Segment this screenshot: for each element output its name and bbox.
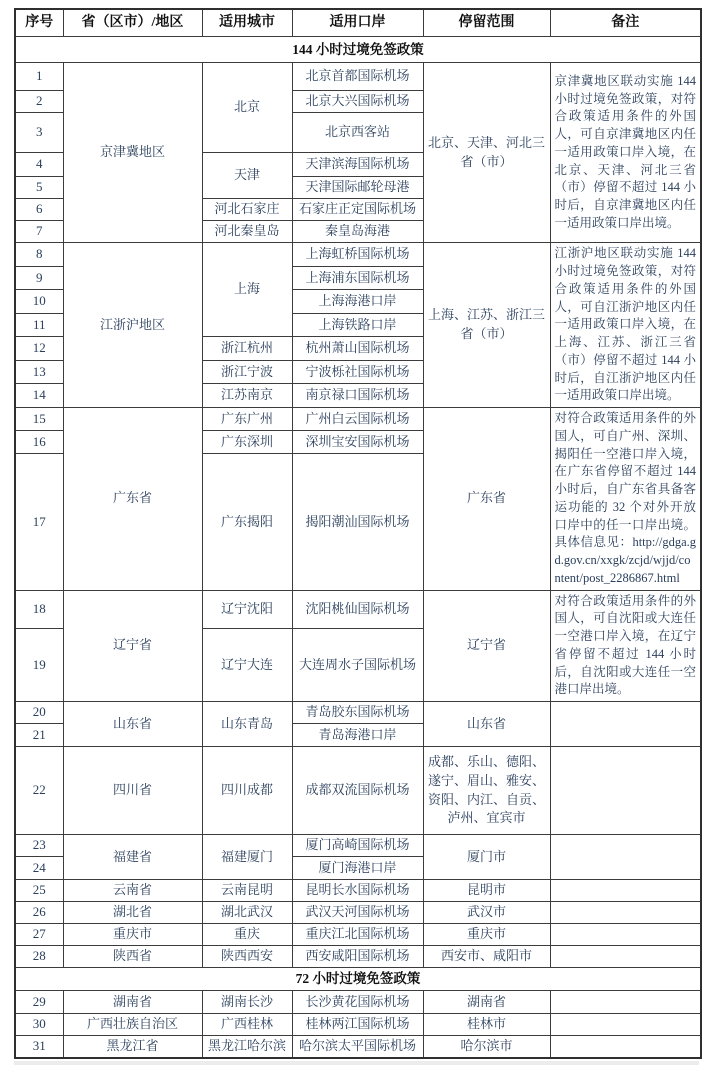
port-cell: 天津滨海国际机场 bbox=[292, 153, 423, 177]
serial-cell: 7 bbox=[15, 221, 63, 243]
remark-cell bbox=[550, 924, 701, 946]
serial-cell: 4 bbox=[15, 153, 63, 177]
port-column-header: 适用口岸 bbox=[292, 9, 423, 37]
stay-cell: 厦门市 bbox=[423, 835, 550, 880]
port-cell: 天津国际邮轮母港 bbox=[292, 177, 423, 199]
region-cell: 重庆市 bbox=[63, 924, 202, 946]
serial-cell: 12 bbox=[15, 337, 63, 361]
serial-cell: 21 bbox=[15, 724, 63, 747]
serial-cell: 2 bbox=[15, 91, 63, 113]
port-cell: 上海虹桥国际机场 bbox=[292, 243, 423, 267]
serial-cell: 1 bbox=[15, 63, 63, 91]
port-cell: 厦门海港口岸 bbox=[292, 857, 423, 880]
stay-cell: 桂林市 bbox=[423, 1014, 550, 1036]
city-cell: 北京 bbox=[202, 63, 292, 153]
city-column-header: 适用城市 bbox=[202, 9, 292, 37]
remark-cell bbox=[550, 991, 701, 1014]
city-cell: 四川成都 bbox=[202, 747, 292, 835]
port-cell: 上海浦东国际机场 bbox=[292, 266, 423, 290]
port-cell: 上海铁路口岸 bbox=[292, 313, 423, 337]
serial-cell: 11 bbox=[15, 313, 63, 337]
region-cell: 京津冀地区 bbox=[63, 63, 202, 243]
serial-cell: 13 bbox=[15, 360, 63, 384]
region-cell: 云南省 bbox=[63, 880, 202, 902]
port-cell: 青岛胶东国际机场 bbox=[292, 702, 423, 724]
port-cell: 大连周水子国际机场 bbox=[292, 628, 423, 701]
remark-cell bbox=[550, 1014, 701, 1036]
port-cell: 西安咸阳国际机场 bbox=[292, 946, 423, 968]
city-cell: 浙江杭州 bbox=[202, 337, 292, 361]
city-cell: 福建厦门 bbox=[202, 835, 292, 880]
city-cell: 广西桂林 bbox=[202, 1014, 292, 1036]
serial-cell: 19 bbox=[15, 628, 63, 701]
city-cell: 辽宁沈阳 bbox=[202, 590, 292, 628]
city-cell: 重庆 bbox=[202, 924, 292, 946]
port-cell: 石家庄正定国际机场 bbox=[292, 199, 423, 221]
city-cell: 广东揭阳 bbox=[202, 454, 292, 590]
stay-cell: 成都、乐山、德阳、遂宁、眉山、雅安、资阳、内江、自贡、泸州、宜宾市 bbox=[423, 747, 550, 835]
port-cell: 深圳宝安国际机场 bbox=[292, 431, 423, 454]
serial-cell: 24 bbox=[15, 857, 63, 880]
city-cell: 河北石家庄 bbox=[202, 199, 292, 221]
port-cell: 长沙黄花国际机场 bbox=[292, 991, 423, 1014]
region-cell: 山东省 bbox=[63, 702, 202, 747]
city-cell: 云南昆明 bbox=[202, 880, 292, 902]
region-cell: 四川省 bbox=[63, 747, 202, 835]
port-cell: 揭阳潮汕国际机场 bbox=[292, 454, 423, 590]
remark-cell bbox=[550, 1036, 701, 1058]
serial-cell: 8 bbox=[15, 243, 63, 267]
visa-policy-table bbox=[14, 8, 702, 1059]
city-cell: 浙江宁波 bbox=[202, 360, 292, 384]
port-cell: 桂林两江国际机场 bbox=[292, 1014, 423, 1036]
stay-cell: 辽宁省 bbox=[423, 590, 550, 702]
serial-cell: 20 bbox=[15, 702, 63, 724]
serial-cell: 14 bbox=[15, 384, 63, 408]
serial-cell: 6 bbox=[15, 199, 63, 221]
serial-cell: 28 bbox=[15, 946, 63, 968]
stay-cell: 湖南省 bbox=[423, 991, 550, 1014]
port-cell: 广州白云国际机场 bbox=[292, 408, 423, 431]
serial-cell: 9 bbox=[15, 266, 63, 290]
stay-column-header: 停留范围 bbox=[423, 9, 550, 37]
stay-cell: 重庆市 bbox=[423, 924, 550, 946]
city-cell: 江苏南京 bbox=[202, 384, 292, 408]
region-column-header: 省（区市）/地区 bbox=[63, 9, 202, 37]
port-cell: 南京禄口国际机场 bbox=[292, 384, 423, 408]
serial-cell: 10 bbox=[15, 290, 63, 314]
city-cell: 湖北武汉 bbox=[202, 902, 292, 924]
serial-cell: 30 bbox=[15, 1014, 63, 1036]
port-cell: 杭州萧山国际机场 bbox=[292, 337, 423, 361]
region-cell: 广西壮族自治区 bbox=[63, 1014, 202, 1036]
remark-cell: 京津冀地区联动实施 144 小时过境免签政策，对符合政策适用条件的外国人，可自京津冀地区内任一适用政策口岸入境，在北京、天津、河北三省（市）停留不超过 144 小时后，自京津冀地区内任一适用政策口岸出境。 bbox=[550, 63, 701, 243]
region-cell: 陕西省 bbox=[63, 946, 202, 968]
remark-column-header: 备注 bbox=[550, 9, 701, 37]
serial-cell: 27 bbox=[15, 924, 63, 946]
serial-cell: 22 bbox=[15, 747, 63, 835]
port-cell: 秦皇岛海港 bbox=[292, 221, 423, 243]
region-cell: 江浙沪地区 bbox=[63, 243, 202, 408]
remark-cell: 江浙沪地区联动实施 144 小时过境免签政策，对符合政策适用条件的外国人，可自江浙沪地区内任一适用政策口岸入境，在上海、江苏、浙江三省（市）停留不超过 144 小时后，自江浙沪地区内任一适用政策口岸出境。 bbox=[550, 243, 701, 408]
stay-cell: 西安市、咸阳市 bbox=[423, 946, 550, 968]
port-cell: 上海海港口岸 bbox=[292, 290, 423, 314]
serial-cell: 23 bbox=[15, 835, 63, 857]
remark-cell bbox=[550, 880, 701, 902]
region-cell: 福建省 bbox=[63, 835, 202, 880]
port-cell: 北京大兴国际机场 bbox=[292, 91, 423, 113]
serial-cell: 3 bbox=[15, 113, 63, 153]
port-cell: 哈尔滨太平国际机场 bbox=[292, 1036, 423, 1058]
city-cell: 上海 bbox=[202, 243, 292, 337]
port-cell: 宁波栎社国际机场 bbox=[292, 360, 423, 384]
remark-cell: 对符合政策适用条件的外国人，可自广州、深圳、揭阳任一空港口岸入境，在广东省停留不超过 144 小时后，自广东省具备客运功能的 32 个对外开放口岸中的任一口岸出境。具体信息见：http://gdga.gd.gov.cn/xxgk/zcjd/wjjd/content/post_2286867.html bbox=[550, 408, 701, 591]
serial-cell: 18 bbox=[15, 590, 63, 628]
region-cell: 辽宁省 bbox=[63, 590, 202, 702]
region-cell: 湖南省 bbox=[63, 991, 202, 1014]
remark-cell: 对符合政策适用条件的外国人，可自沈阳或大连任一空港口岸入境，在辽宁省停留不超过 144 小时后，自沈阳或大连任一空港口岸出境。 bbox=[550, 590, 701, 702]
section-title: 144 小时过境免签政策 bbox=[15, 37, 701, 63]
port-cell: 青岛海港口岸 bbox=[292, 724, 423, 747]
city-cell: 黑龙江哈尔滨 bbox=[202, 1036, 292, 1058]
serial-cell: 5 bbox=[15, 177, 63, 199]
stay-cell: 广东省 bbox=[423, 408, 550, 591]
port-cell: 沈阳桃仙国际机场 bbox=[292, 590, 423, 628]
remark-cell bbox=[550, 747, 701, 835]
page-bottom-edge bbox=[14, 1061, 699, 1065]
serial-cell: 25 bbox=[15, 880, 63, 902]
port-cell: 厦门高崎国际机场 bbox=[292, 835, 423, 857]
stay-cell: 哈尔滨市 bbox=[423, 1036, 550, 1058]
city-cell: 广东深圳 bbox=[202, 431, 292, 454]
city-cell: 山东青岛 bbox=[202, 702, 292, 747]
city-cell: 天津 bbox=[202, 153, 292, 199]
city-cell: 湖南长沙 bbox=[202, 991, 292, 1014]
region-cell: 广东省 bbox=[63, 408, 202, 591]
city-cell: 河北秦皇岛 bbox=[202, 221, 292, 243]
stay-cell: 昆明市 bbox=[423, 880, 550, 902]
section-title: 72 小时过境免签政策 bbox=[15, 968, 701, 991]
remark-cell bbox=[550, 702, 701, 747]
port-cell: 成都双流国际机场 bbox=[292, 747, 423, 835]
table-body bbox=[15, 9, 701, 1058]
serial-cell: 17 bbox=[15, 454, 63, 590]
city-cell: 陕西西安 bbox=[202, 946, 292, 968]
city-cell: 广东广州 bbox=[202, 408, 292, 431]
port-cell: 北京首都国际机场 bbox=[292, 63, 423, 91]
serial-cell: 15 bbox=[15, 408, 63, 431]
stay-cell: 上海、江苏、浙江三省（市） bbox=[423, 243, 550, 408]
remark-cell bbox=[550, 946, 701, 968]
serial-cell: 16 bbox=[15, 431, 63, 454]
serial-cell: 31 bbox=[15, 1036, 63, 1058]
port-cell: 重庆江北国际机场 bbox=[292, 924, 423, 946]
stay-cell: 武汉市 bbox=[423, 902, 550, 924]
port-cell: 武汉天河国际机场 bbox=[292, 902, 423, 924]
serial-column-header: 序号 bbox=[15, 9, 63, 37]
region-cell: 湖北省 bbox=[63, 902, 202, 924]
stay-cell: 北京、天津、河北三省（市） bbox=[423, 63, 550, 243]
region-cell: 黑龙江省 bbox=[63, 1036, 202, 1058]
city-cell: 辽宁大连 bbox=[202, 628, 292, 701]
serial-cell: 26 bbox=[15, 902, 63, 924]
port-cell: 北京西客站 bbox=[292, 113, 423, 153]
remark-cell bbox=[550, 902, 701, 924]
stay-cell: 山东省 bbox=[423, 702, 550, 747]
remark-cell bbox=[550, 835, 701, 880]
serial-cell: 29 bbox=[15, 991, 63, 1014]
port-cell: 昆明长水国际机场 bbox=[292, 880, 423, 902]
